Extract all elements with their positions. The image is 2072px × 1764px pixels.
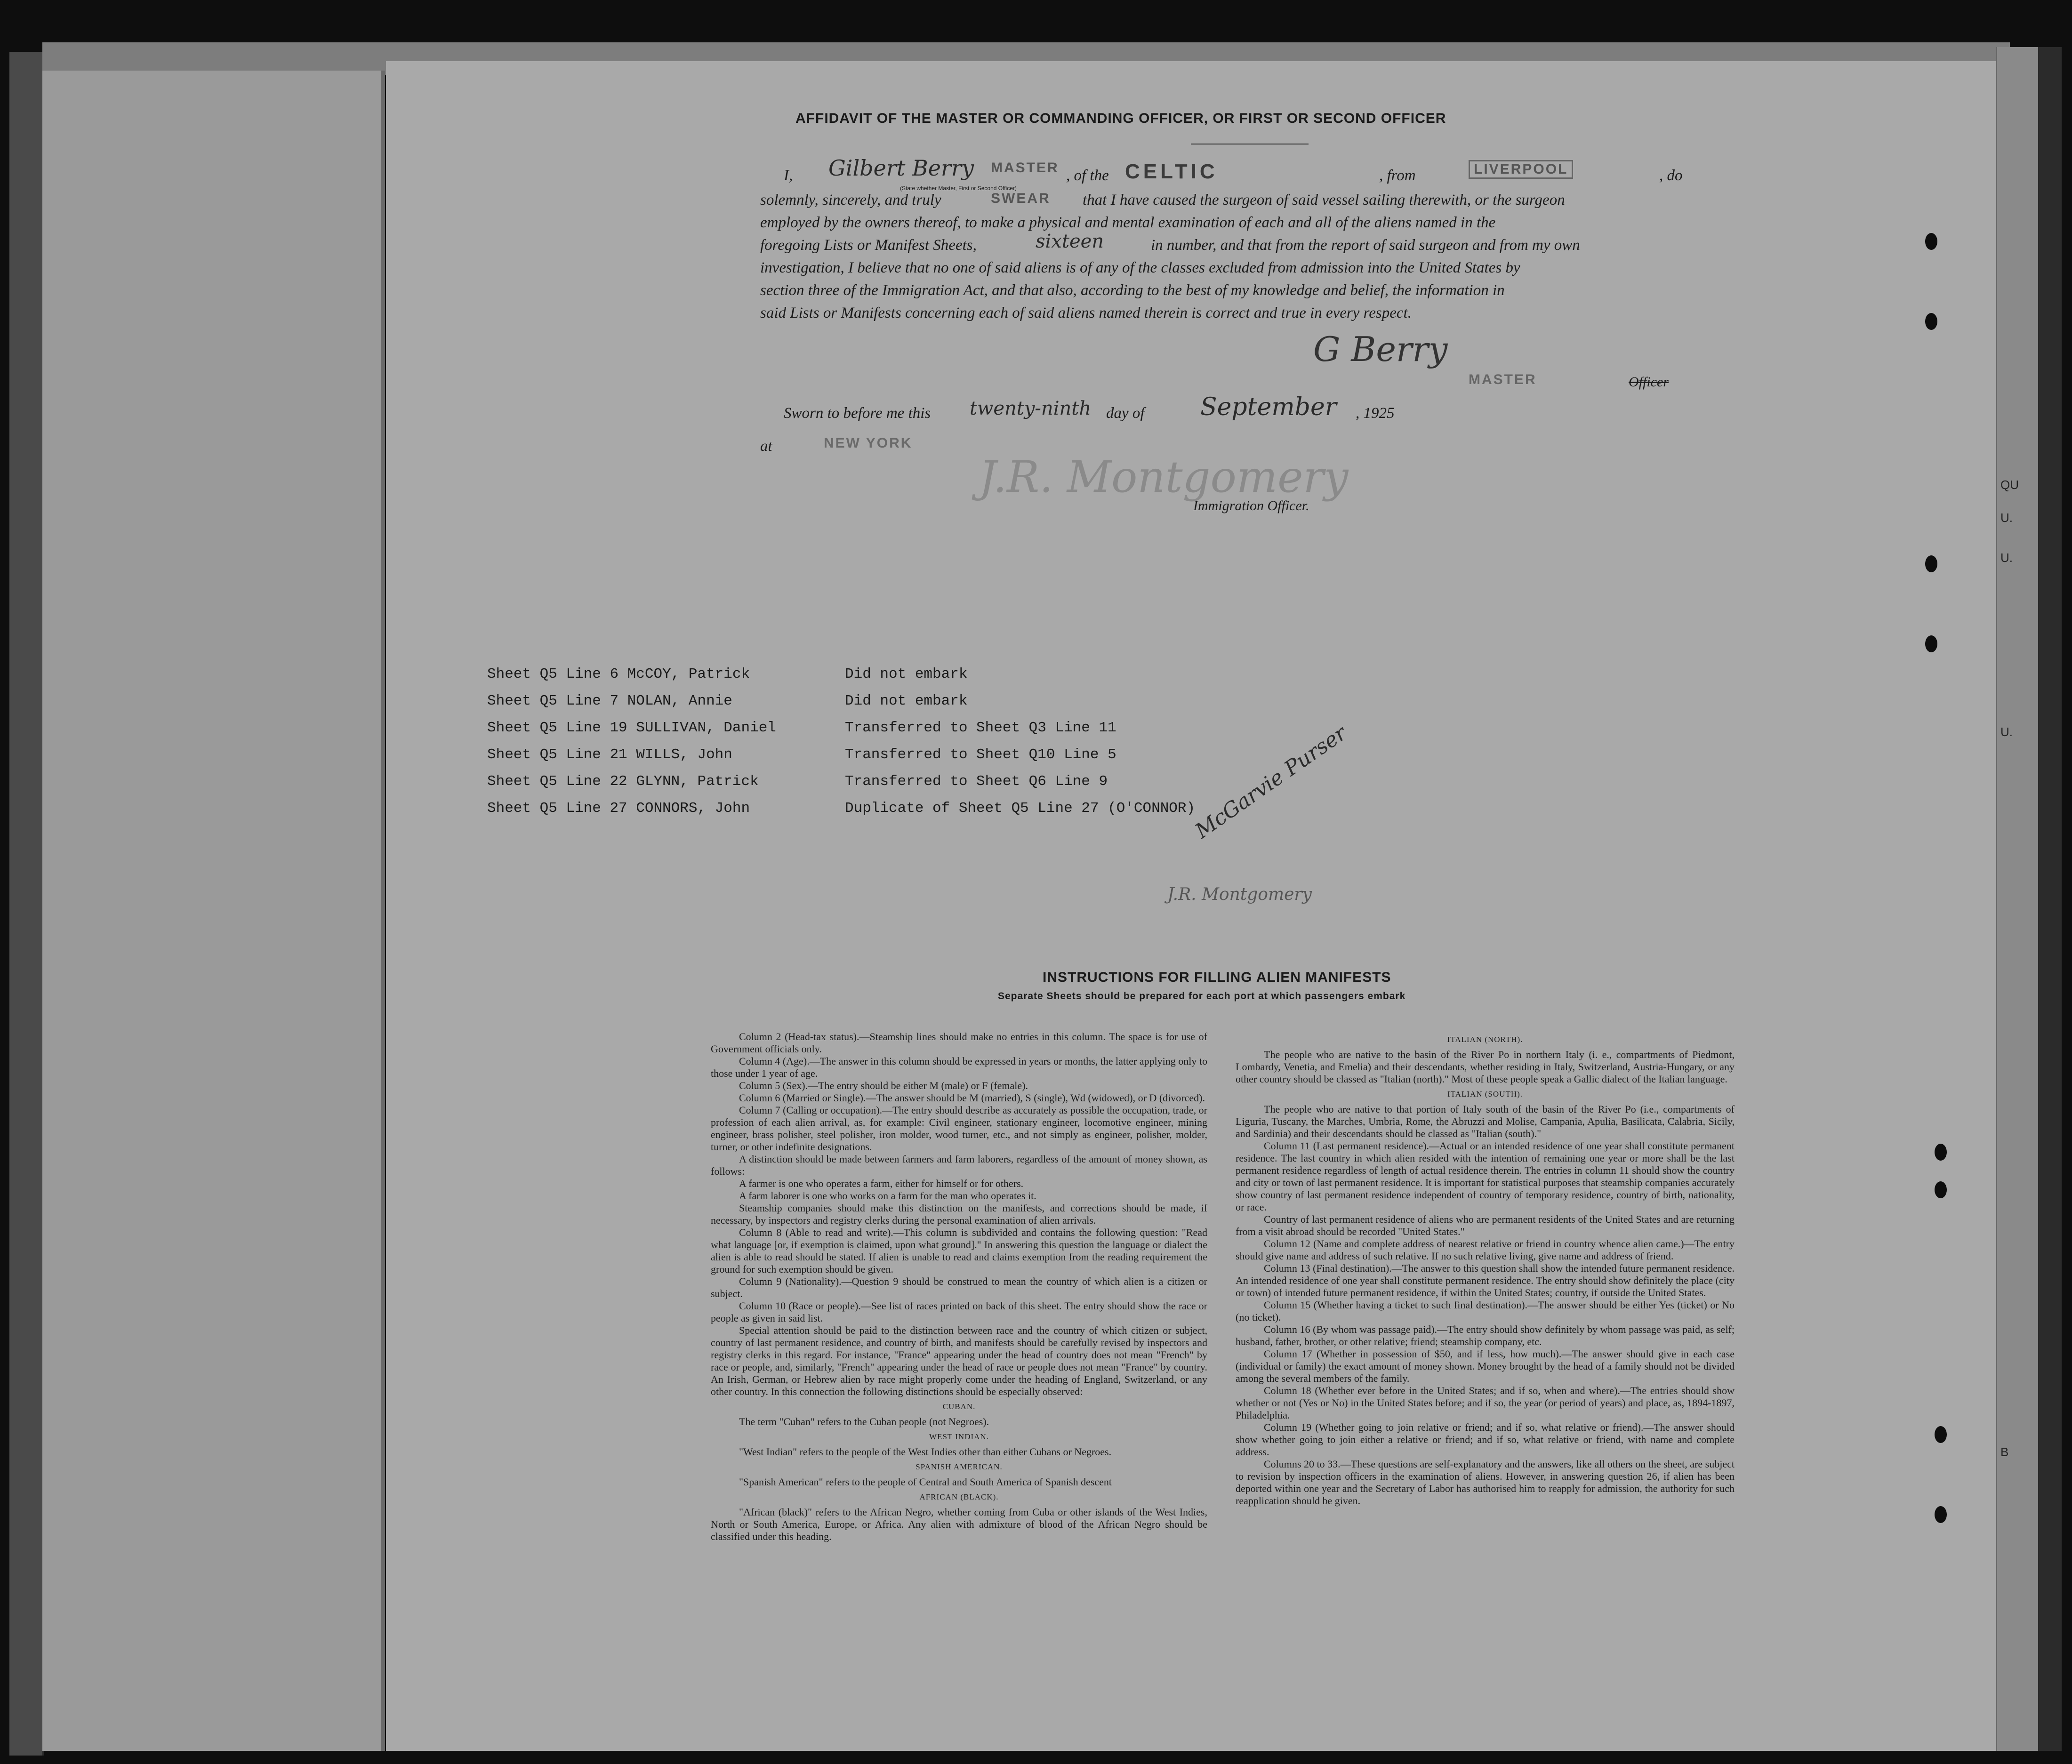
master-signature: G Berry [1313,329,1448,369]
annotation-note: Transferred to Sheet Q6 Line 9 [845,773,1108,790]
section-heading: ITALIAN (NORTH). [1447,1035,1523,1044]
annotation-entry: Sheet Q5 Line 22 GLYNN, Patrick [487,773,759,790]
sworn-year: , 1925 [1356,405,1395,422]
instruction-paragraph: Column 5 (Sex).—The entry should be either M (male) or F (female). [739,1080,1028,1091]
instruction-paragraph: The term "Cuban" refers to the Cuban people (not Negroes). [739,1416,989,1427]
from-label: , from [1379,167,1416,184]
section-heading: AFRICAN (BLACK). [919,1492,999,1501]
instruction-paragraph: A farmer is one who operates a farm, either for himself or for others. [739,1178,1024,1189]
instruction-paragraph: Column 9 (Nationality).—Question 9 should be construed to mean the country of which alien is a citizen or subject. [711,1275,1207,1299]
punch-hole-icon [1935,1506,1947,1523]
instruction-paragraph: A distinction should be made between farmers and farm laborers, regardless of the amount of money shown, as follows: [711,1153,1207,1177]
instruction-paragraph: "African (black)" refers to the African Negro, whether coming from Cuba or other islands of the West Indies, North or South America, Europe, or Africa. Any alien with admixture of blood of the African Negro should be classified under this heading. [711,1506,1207,1542]
instruction-paragraph: Column 10 (Race or people).—See list of races printed on back of this sheet. The entry should show the race or people as given in said list. [711,1300,1207,1324]
vessel-name-stamp: CELTIC [1125,160,1218,183]
annotation-entry: Sheet Q5 Line 7 NOLAN, Annie [487,693,732,709]
punch-hole-icon [1925,555,1937,572]
instruction-paragraph: Column 15 (Whether having a ticket to such final destination).—The answer should be either Yes (ticket) or No (no ticket). [1236,1299,1735,1323]
edge-mark: U. [2000,551,2013,565]
instruction-paragraph: A farm laborer is one who works on a farm for the man who operates it. [739,1190,1036,1202]
instructions-left-column [711,1031,1207,1543]
day-of-label: day of [1106,405,1145,422]
instruction-paragraph: Column 2 (Head-tax status).—Steamship lines should make no entries in this column. The space is for use of Government officials only. [711,1031,1207,1055]
signer-title-stamp: MASTER [1469,372,1537,387]
instruction-paragraph: Column 8 (Able to read and write).—This column is subdivided and contains the following question: "Read what language [or, if exemption is claimed, upon what ground]." In answering this question the language or dialect the alien is able to read should be stated. If alien is unable to read and claims exemption from the reading requirement the ground for such exemption should be given. [711,1227,1207,1275]
officer-rank-stamp: MASTER [991,160,1059,176]
annotation-entry: Sheet Q5 Line 27 CONNORS, John [487,800,750,817]
instruction-paragraph: The people who are native to that portion of Italy south of the basin of the River Po (i.e., compartments of Liguria, Tuscany, the Marches, Umbria, Rome, the Abruzzi and Molise, Campania, Apulia, Basilicata, Calabria, Sicily, and Sardinia) and their descendants should be classed as "Italian (south)." [1236,1103,1735,1139]
annotation-note: Duplicate of Sheet Q5 Line 27 (O'CONNOR) [845,800,1196,817]
right-margin-shadow [2038,47,2062,1751]
instruction-paragraph: Column 4 (Age).—The answer in this column should be expressed in years or months, the latter applying only to those under 1 year of age. [711,1055,1207,1079]
instruction-paragraph: Column 11 (Last permanent residence).—Actual or an intended residence of one year shall constitute permanent residence. The last country in which alien resided with the intention of remaining one year or more shall be the last permanent residence regardless of length of actual residence therein. The entries in column 11 should show the country and city or town of last permanent residence. It is important for statistical purposes that steamship companies accurately show country of last permanent residence independent of country of temporary residence, country of birth, nationality, or race. [1236,1140,1735,1213]
instructions-subtitle: Separate Sheets should be prepared for each port at which passengers embark [998,991,1406,1002]
instruction-paragraph: Column 16 (By whom was passage paid).—The entry should show definitely by whom passage was paid, as self; husband, father, brother, or other relative; friend; steamship company, etc. [1236,1323,1735,1347]
instruction-paragraph: Special attention should be paid to the distinction between race and the country of which citizen or subject, country of last permanent residence, and country of birth, and manifests should be carefully revised by inspectors and registry clerks in this regard. For instance, "France" appearing under the head of country does not mean "French" by race or people, and, similarly, "French" appearing under the head of race or people does not mean "France" by country. An Irish, German, or Hebrew alien by race might properly come under the heading of England, Switzerland, or any other country. In this connection the following distinctions should be especially observed: [711,1324,1207,1397]
instruction-paragraph: Column 12 (Name and complete address of nearest relative or friend in country whence alien came.)—The entry should give name and address of such relative. If no such relative living, give name and address of friend. [1236,1238,1735,1262]
instruction-paragraph: Column 6 (Married or Single).—The answer should be M (married), S (single), Wd (widowed), or D (divorced). [739,1092,1205,1104]
purser-signature: McGarvie Purser [1191,721,1351,843]
sworn-day-handwritten: twenty-ninth [970,398,1092,419]
instruction-paragraph: Columns 20 to 33.—These questions are self-explanatory and the answers, like all others on the sheet, are subject to revision by inspection officers in the examination of aliens. However, in answering question 26, if alien has been deported within one year and the Secretary of Labor has authorised him to reapply for admission, the authority for such reapplication should be given. [1236,1458,1735,1507]
affidavit-line-2-end: that I have caused the surgeon of said vessel sailing therewith, or the surgeon [1083,192,1565,208]
instructions-title: INSTRUCTIONS FOR FILLING ALIEN MANIFESTS [1043,970,1391,985]
officer-struck-label: Officer [1629,374,1669,390]
instruction-paragraph: Column 18 (Whether ever before in the United States; and if so, when and where).—The entries should show whether or not (Yes or No) in the United States before; and if so, the year (or period of years) and place, as, 1894-1897, Philadelphia. [1236,1385,1735,1421]
affidavit-line-6: section three of the Immigration Act, and that also, according to the best of my knowledge and belief, the information in [760,282,1505,299]
affidavit-line-5: investigation, I believe that no one of said aliens is of any of the classes excluded from admission into the United States by [760,259,1520,276]
annotation-note: Did not embark [845,666,968,682]
instruction-paragraph: Column 19 (Whether going to join relative or friend; and if so, what relative or friend).—The answer should show whether going to join either a relative or friend; and if so, what relative or friend, with name and complete address. [1236,1421,1735,1458]
punch-hole-icon [1925,313,1937,330]
annotation-note: Transferred to Sheet Q10 Line 5 [845,746,1116,763]
affidavit-line-2-start: solemnly, sincerely, and truly [760,192,941,208]
rank-note: (State whether Master, First or Second Officer) [900,185,1017,192]
sworn-label: Sworn to before me this [784,405,931,422]
punch-hole-icon [1935,1426,1947,1443]
of-the-label: , of the [1066,167,1109,184]
left-page [42,71,385,1751]
sworn-month-handwritten: September [1200,393,1337,421]
affidavit-line-4-start: foregoing Lists or Manifest Sheets, [760,237,977,254]
binding-spine [9,52,44,1756]
immigration-officer-label: Immigration Officer. [1193,498,1309,513]
annotation-entry: Sheet Q5 Line 6 McCOY, Patrick [487,666,750,682]
officer-name-handwritten: Gilbert Berry [828,155,974,181]
instruction-paragraph: "West Indian" refers to the people of the West Indies other than either Cubans or Negroes. [739,1446,1112,1458]
sheet-count-handwritten: sixteen [1036,231,1104,252]
edge-mark: QU [2000,478,2019,492]
punch-hole-icon [1935,1144,1947,1161]
annotation-note: Transferred to Sheet Q3 Line 11 [845,720,1116,736]
departure-port-stamp: LIVERPOOL [1469,160,1573,179]
section-heading: ITALIAN (SOUTH). [1447,1090,1523,1098]
edge-mark: B [2000,1445,2009,1459]
instruction-paragraph: Column 17 (Whether in possession of $50, and if less, how much).—The answer should give in each case (individual or family) the exact amount of money shown. Money brought by the head of a family should not be divided among the several members of the family. [1236,1348,1735,1384]
punch-hole-icon [1925,233,1937,250]
section-heading: SPANISH AMERICAN. [916,1462,1003,1471]
affidavit-line-3: employed by the owners thereof, to make a physical and mental examination of each and all of the aliens named in the [760,214,1496,231]
instruction-paragraph: Column 13 (Final destination).—The answer to this question shall show the intended future permanent residence. An intended residence of one year shall constitute permanent residence. The entry should show definitely the place (city or town) of intended future permanent residence, if within the United States; country, if outside the United States. [1236,1262,1735,1299]
edge-mark: U. [2000,725,2013,739]
section-heading: WEST INDIAN. [929,1432,989,1441]
affidavit-line-4-end: in number, and that from the report of said surgeon and from my own [1151,237,1580,254]
instruction-paragraph: Steamship companies should make this distinction on the manifests, and corrections should be made, if necessary, by inspectors and registry clerks during the personal examination of alien arrivals. [711,1202,1207,1226]
affidavit-i: I, [784,167,793,184]
instruction-paragraph: The people who are native to the basin of the River Po in northern Italy (i. e., compartments of Piedmont, Lombardy, Venetia, and Emelia) and their descendants, whether residing in Italy, Switzerland, Austria-Hungary, or any other country should be classed as "Italian (north)." Most of these people speak a Gallic dialect of the Italian language. [1236,1049,1735,1085]
affidavit-title: AFFIDAVIT OF THE MASTER OR COMMANDING OFFICER, OR FIRST OR SECOND OFFICER [795,111,1446,126]
affidavit-line-7: said Lists or Manifests concerning each of said aliens named therein is correct and true in every respect. [760,305,1412,321]
annotation-note: Did not embark [845,693,968,709]
inspector-initials-signature: J.R. Montgomery [1167,885,1312,904]
instruction-paragraph: "Spanish American" refers to the people of Central and South America of Spanish descent [739,1476,1112,1488]
immigration-officer-signature: J.R. Montgomery [979,452,1349,502]
at-label: at [760,438,772,455]
place-stamp: NEW YORK [824,435,913,451]
punch-hole-icon [1925,635,1937,652]
section-heading: CUBAN. [942,1402,976,1411]
next-page-edge [1996,47,2040,1751]
annotation-entry: Sheet Q5 Line 19 SULLIVAN, Daniel [487,720,776,736]
edge-mark: U. [2000,511,2013,525]
instruction-paragraph: Column 7 (Calling or occupation).—The entry should describe as accurately as possible the occupation, trade, or profession of each alien arrival, as, for example: Civil engineer, stationary engineer, locomotive engineer, mining engineer, brass polisher, steel polisher, iron molder, wood turner, etc., and not simply as engineer, polisher, molder, turner, or other indefinite designations. [711,1104,1207,1153]
oath-word-stamp: SWEAR [991,191,1051,206]
do-label: , do [1659,167,1683,184]
instruction-paragraph: Country of last permanent residence of aliens who are permanent residents of the United States and are returning from a visit abroad should be recorded "United States." [1236,1213,1735,1237]
instructions-right-column [1236,1031,1735,1507]
annotation-entry: Sheet Q5 Line 21 WILLS, John [487,746,732,763]
punch-hole-icon [1935,1181,1947,1198]
